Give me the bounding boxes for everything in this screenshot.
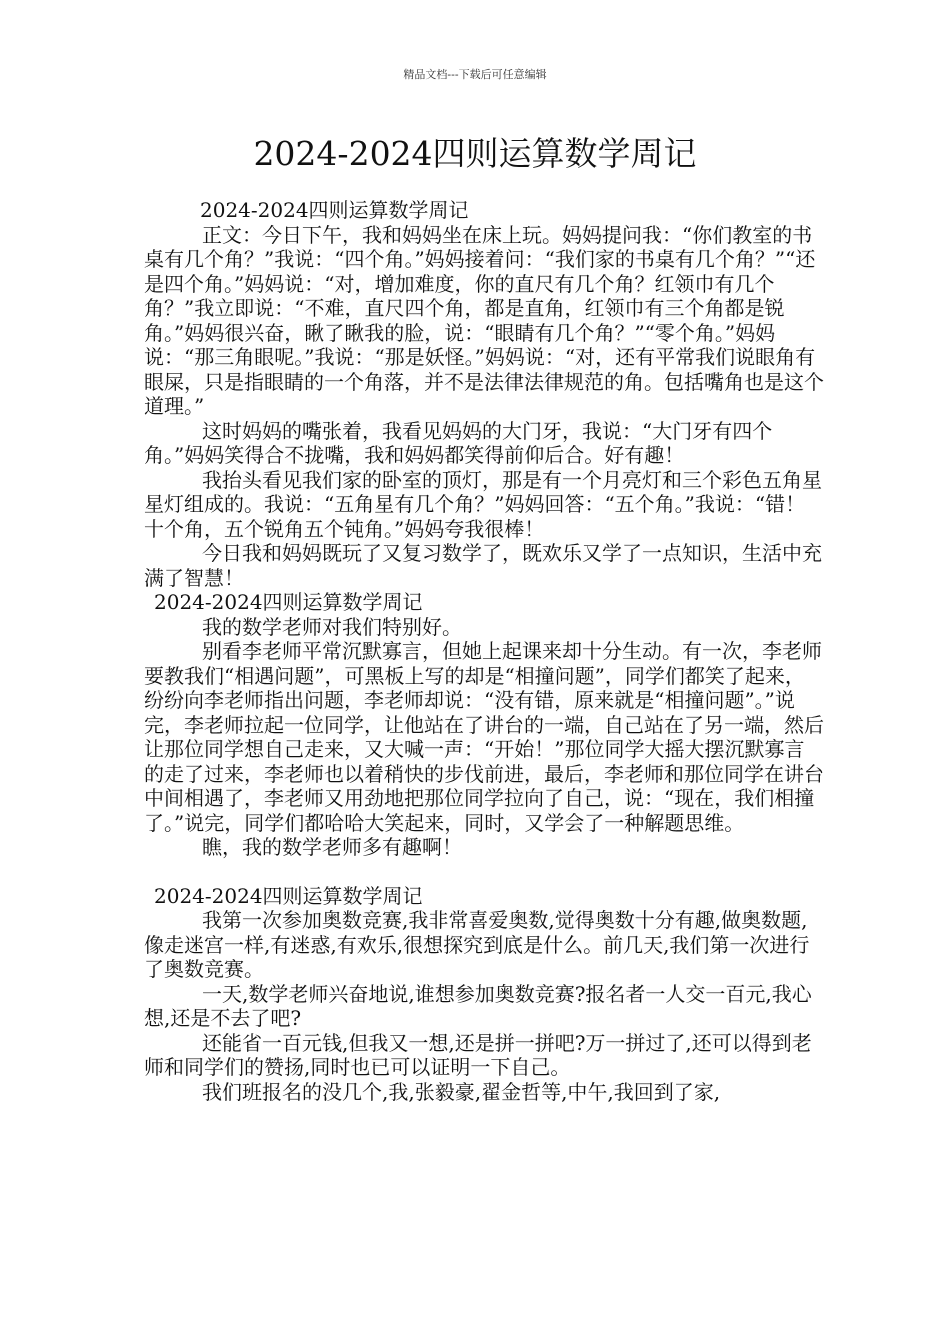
section-1 (144, 198, 824, 590)
section-title: 2024-2024四则运算数学周记 (200, 198, 469, 222)
page-title: 2024-2024四则运算数学周记 (253, 134, 697, 173)
paragraph: 我们班报名的没几个,我,张毅豪,翟金哲等,中午,我回到了家, (202, 1079, 721, 1104)
document-body (144, 198, 824, 1104)
section-title: 2024-2024四则运算数学周记 (154, 883, 423, 908)
paragraph: 这时妈妈的嘴张着，我看见妈妈的大门牙，我说：“大门牙有四个角。”妈妈笑得合不拢嘴，我和妈妈都笑得前仰后合。好有趣！ (144, 418, 773, 467)
paragraph: 还能省一百元钱,但我又一想,还是拼一拼吧?万一拼过了,还可以得到老师和同学们的赞扬,同时也已可以证明一下自己。 (144, 1030, 812, 1079)
section-3 (144, 884, 824, 1105)
paragraph: 别看李老师平常沉默寡言，但她上起课来却十分生动。有一次，李老师要教我们“相遇问题”，可黑板上写的却是“相撞问题”，同学们都笑了起来，纷纷向李老师指出问题，李老师却说：“没有错，原来就是“相撞问题”。”说完，李老师拉起一位同学，让他站在了讲台的一端，自己站在了另一端，然后让那位同学想自己走来，又大喊一声：“开始！”那位同学大摇大摆沉默寡言的走了过来，李老师也以着稍快的步伐前进，最后，李老师和那位同学在讲台中间相遇了，李老师又用劲地把那位同学拉向了自己，说：“现在，我们相撞了。”说完，同学们都哈哈大笑起来，同时，又学会了一种解题思维。 (144, 639, 824, 835)
section-2 (144, 590, 824, 860)
paragraph: 我抬头看见我们家的卧室的顶灯，那是有一个月亮灯和三个彩色五角星星灯组成的。我说：“五角星有几个角？”妈妈回答：“五个角。”我说：“错！十个角，五个锐角五个钝角。”妈妈夸我很棒！ (144, 467, 822, 541)
section-spacer (144, 860, 824, 884)
paragraph: 正文：今日下午，我和妈妈坐在床上玩。妈妈提问我：“你们教室的书桌有几个角？”我说：“四个角。”妈妈接着问：“我们家的书桌有几个角？”“还是四个角。”妈妈说：“对，增加难度，你的直尺有几个角？红领巾有几个角？”我立即说：“不难，直尺四个角，都是直角，红领巾有三个角都是锐角。”妈妈很兴奋，瞅了瞅我的脸，说：“眼睛有几个角？”“零个角。”妈妈说：“那三角眼呢。”我说：“那是妖怪。”妈妈说：“对，还有平常我们说眼角有眼屎，只是指眼睛的一个角落，并不是法律法律规范的角。包括嘴角也是这个道理。” (144, 222, 824, 418)
page-header: 精品文档---下载后可任意编辑 (403, 68, 547, 81)
paragraph: 我第一次参加奥数竞赛,我非常喜爱奥数,觉得奥数十分有趣,做奥数题,像走迷宫一样,有迷惑,有欢乐,很想探究到底是什么。前几天,我们第一次进行了奥数竞赛。 (144, 908, 810, 981)
paragraph: 我的数学老师对我们特别好。 (202, 614, 462, 639)
paragraph: 瞧，我的数学老师多有趣啊！ (202, 835, 462, 859)
paragraph: 一天,数学老师兴奋地说,谁想参加奥数竞赛?报名者一人交一百元,我心想,还是不去了吧? (144, 981, 812, 1030)
paragraph: 今日我和妈妈既玩了又复习数学了，既欢乐又学了一点知识，生活中充满了智慧！ (144, 541, 822, 590)
section-title: 2024-2024四则运算数学周记 (154, 590, 423, 614)
